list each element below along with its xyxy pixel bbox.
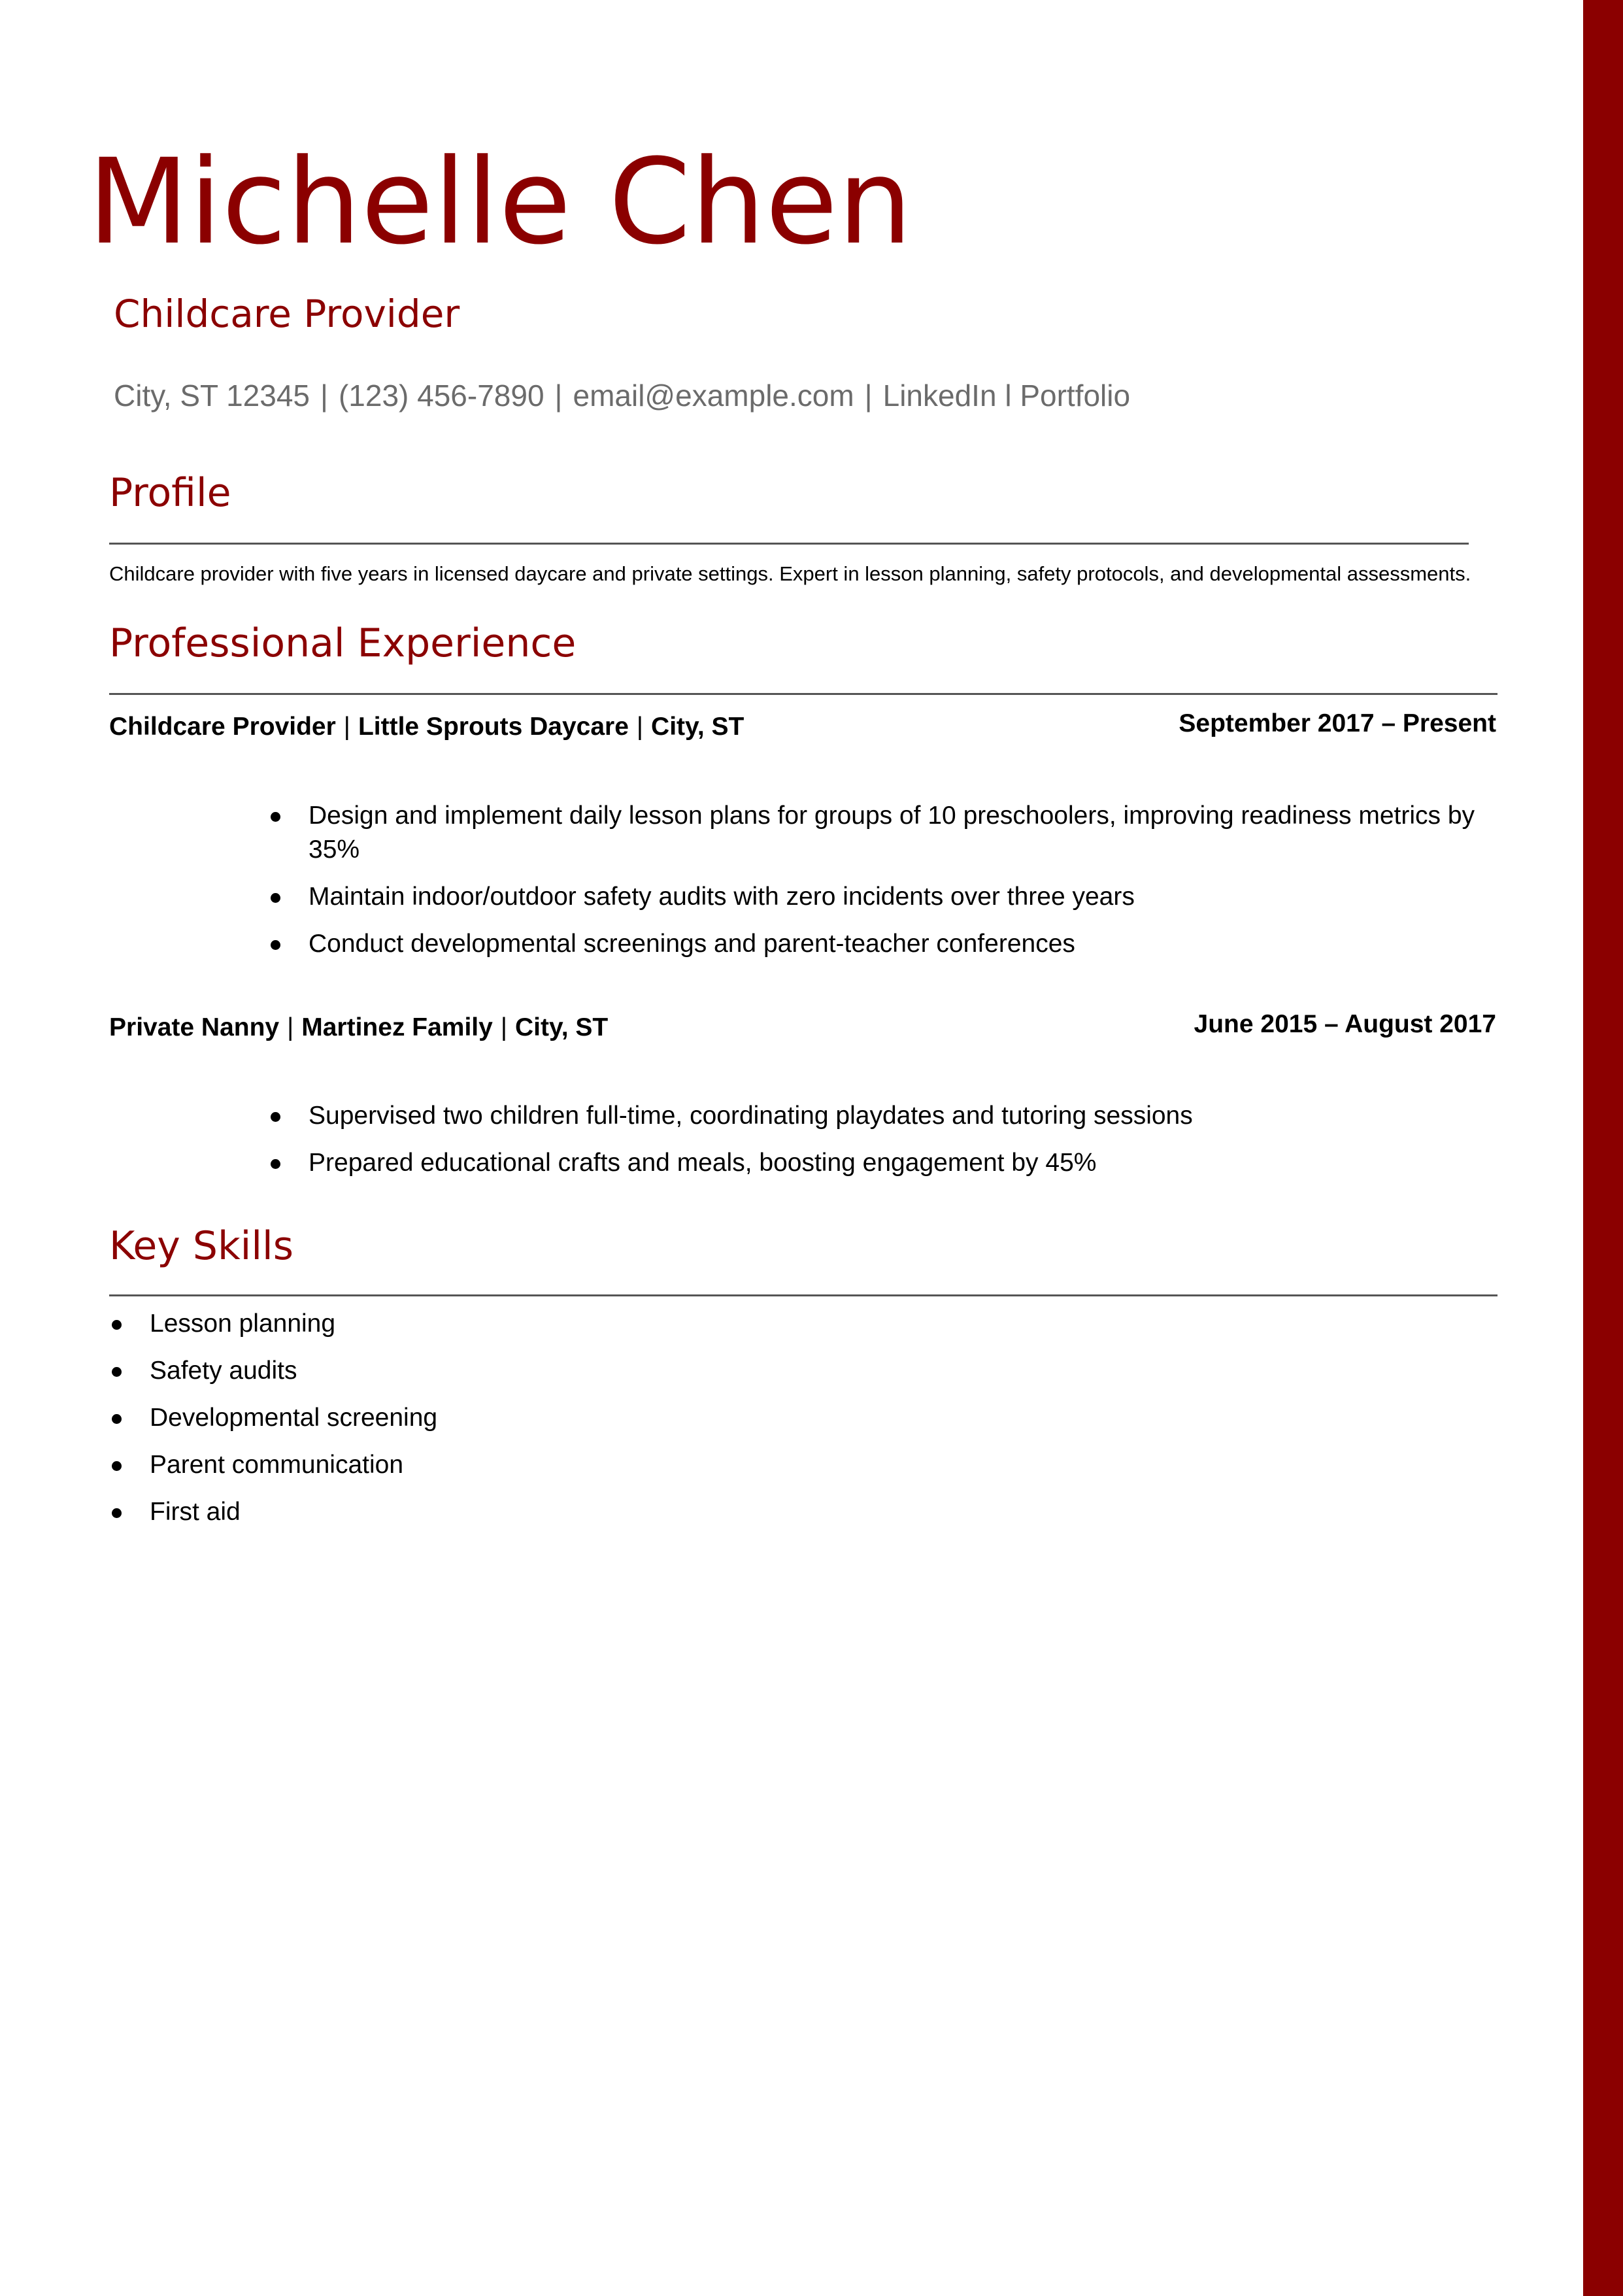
list-item-text: Design and implement daily lesson plans for groups of 10 preschoolers, improving readiness metrics by 35% bbox=[309, 802, 1475, 864]
list-item-text: Maintain indoor/outdoor safety audits with zero incidents over three years bbox=[309, 883, 1135, 911]
contact-separator: | bbox=[864, 379, 873, 413]
list-item-text: Supervised two children full-time, coordinating playdates and tutoring sessions bbox=[309, 1102, 1193, 1130]
job-separator: | bbox=[287, 1013, 294, 1041]
list-item-text: Prepared educational crafts and meals, boosting engagement by 45% bbox=[309, 1149, 1097, 1177]
candidate-name: Michelle Chen bbox=[88, 134, 912, 271]
contact-email[interactable]: email@example.com bbox=[573, 379, 854, 413]
profile-divider bbox=[109, 543, 1469, 545]
list-item bbox=[309, 1099, 1479, 1133]
job-location: City, ST bbox=[514, 1013, 609, 1041]
skill-text: Lesson planning bbox=[150, 1309, 336, 1338]
profile-summary: Childcare provider with five years in licensed daycare and private settings. Expert in lesson planning, safety protocols, and developmental assessments. bbox=[109, 562, 1471, 585]
skills-divider bbox=[109, 1294, 1498, 1296]
skill-text: Parent communication bbox=[150, 1451, 404, 1479]
bullet-icon bbox=[112, 1320, 122, 1330]
contact-links[interactable]: LinkedIn l Portfolio bbox=[882, 379, 1131, 413]
job-separator: | bbox=[500, 1013, 507, 1041]
contact-location: City, ST 12345 bbox=[114, 379, 310, 413]
skill-text: Developmental screening bbox=[150, 1404, 438, 1432]
experience-heading: Professional Experience bbox=[109, 620, 577, 666]
bullet-icon bbox=[271, 893, 280, 903]
right-accent-bar bbox=[1583, 0, 1623, 2296]
list-item bbox=[309, 799, 1479, 867]
list-item bbox=[150, 1401, 803, 1435]
list-item bbox=[150, 1495, 803, 1529]
job-separator: | bbox=[636, 713, 644, 741]
list-item bbox=[309, 927, 1479, 961]
candidate-title: Childcare Provider bbox=[114, 292, 460, 336]
job-header bbox=[109, 709, 744, 745]
job-header bbox=[109, 1010, 608, 1045]
job-bullet-list bbox=[309, 1099, 1479, 1193]
bullet-icon bbox=[271, 940, 280, 950]
skills-list bbox=[150, 1307, 803, 1542]
contact-line bbox=[114, 374, 1130, 417]
job-employer: Little Sprouts Daycare bbox=[358, 713, 629, 741]
bullet-icon bbox=[271, 1159, 280, 1169]
experience-divider bbox=[109, 693, 1498, 695]
bullet-icon bbox=[271, 1112, 280, 1122]
list-item-text: Conduct developmental screenings and parent-teacher conferences bbox=[309, 930, 1075, 958]
list-item bbox=[150, 1307, 803, 1341]
skill-text: First aid bbox=[150, 1498, 241, 1526]
bullet-icon bbox=[112, 1508, 122, 1518]
bullet-icon bbox=[112, 1461, 122, 1471]
profile-heading: Profile bbox=[109, 470, 231, 516]
contact-phone: (123) 456-7890 bbox=[338, 379, 544, 413]
contact-separator: | bbox=[320, 379, 328, 413]
bullet-icon bbox=[271, 812, 280, 822]
job-role: Childcare Provider bbox=[109, 713, 336, 741]
job-location: City, ST bbox=[651, 713, 745, 741]
list-item bbox=[309, 1146, 1479, 1180]
job-separator: | bbox=[343, 713, 350, 741]
job-dates: June 2015 – August 2017 bbox=[1194, 1010, 1496, 1038]
bullet-icon bbox=[112, 1414, 122, 1424]
list-item bbox=[150, 1448, 803, 1482]
job-employer: Martinez Family bbox=[301, 1013, 493, 1041]
list-item bbox=[150, 1354, 803, 1388]
job-dates: September 2017 – Present bbox=[1179, 709, 1496, 737]
list-item bbox=[309, 880, 1479, 914]
contact-separator: | bbox=[554, 379, 563, 413]
skills-heading: Key Skills bbox=[109, 1223, 293, 1269]
job-bullet-list bbox=[309, 799, 1479, 974]
skill-text: Safety audits bbox=[150, 1357, 297, 1385]
bullet-icon bbox=[112, 1367, 122, 1377]
job-role: Private Nanny bbox=[109, 1013, 280, 1041]
